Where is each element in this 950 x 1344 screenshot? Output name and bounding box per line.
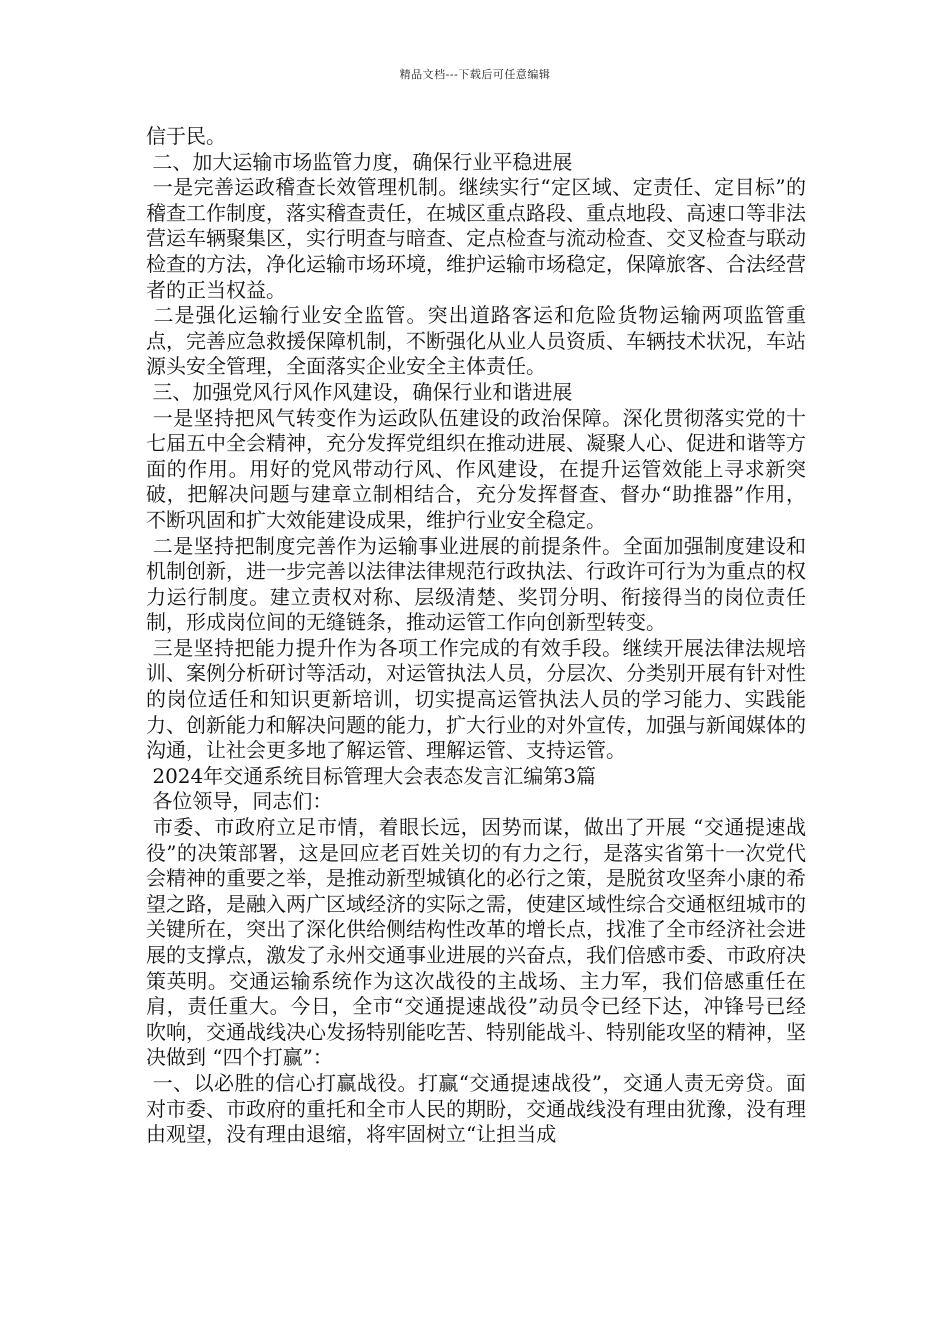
article-title: 2024年交通系统目标管理大会表态发言汇编第3篇 <box>146 763 596 788</box>
page-header: 精品文档---下载后可任意编辑 <box>399 68 551 81</box>
section-heading-3: 三、加强党风行风作风建设，确保行业和谐进展 <box>146 379 573 404</box>
salutation: 各位领导，同志们： <box>146 789 333 814</box>
paragraph-closing-line: 信于民。 <box>146 124 226 148</box>
section-heading-2: 二、加大运输市场监管力度，确保行业平稳进展 <box>146 149 573 174</box>
paragraph-inspection: 一是完善运政稽查长效管理机制。继续实行“定区域、定责任、定目标”的稽查工作制度，落实稽查责任，在城区重点路段、重点地段、高速口等非法营运车辆聚集区，实行明查与暗查、定点检查与流动检查、交叉检查与联动检查的方法，净化运输市场环境，维护运输市场稳定，保障旅客、合法经营者的正当权益。 <box>146 175 807 302</box>
paragraph-decision: 市委、市政府立足市情，着眼长远，因势而谋，做出了开展 “交通提速战役”的决策部署，这是回应老百姓关切的有力之行，是落实省第十一次党代会精神的重要之举，是推动新型城镇化的必行之策，是脱贫攻坚奔小康的希望之路，是融入两广区域经济的实际之需，使建区域性综合交通枢纽城市的关键所在，突出了深化供给侧结构性改革的增长点，找准了全市经济社会进展的支撑点，激发了永州交通事业进展的兴奋点，我们倍感市委、市政府决策英明。交通运输系统作为这次战役的主战场、主力军，我们倍感重任在肩，责任重大。今日，全市“交通提速战役”动员令已经下达，冲锋号已经吹响，交通战线决心发扬特别能吃苦、特别能战斗、特别能攻坚的精神，坚决做到 “四个打赢”： <box>146 815 806 1070</box>
document-body <box>146 124 806 1148</box>
paragraph-safety: 二是强化运输行业安全监管。突出道路客运和危险货物运输两项监管重点，完善应急救援保障机制，不断强化从业人员资质、车辆技术状况，车站源头安全管理，全面落实企业安全主体责任。 <box>146 303 807 379</box>
paragraph-win-battle: 一、以必胜的信心打赢战役。打赢“交通提速战役”，交通人责无旁贷。面对市委、市政府的重托和全市人民的期盼，交通战线没有理由犹豫，没有理由观望，没有理由退缩，将牢固树立“让担当成 <box>146 1070 807 1147</box>
paragraph-political-guarantee: 一是坚持把风气转变作为运政队伍建设的政治保障。深化贯彻落实党的十七届五中全会精神，充分发挥党组织在推动进展、凝聚人心、促进和谐等方面的作用。用好的党风带动行风、作风建设，在提升运管效能上寻求新突破，把解决问题与建章立制相结合，充分发挥督查、督办“助推器”作用，不断巩固和扩大效能建设成果，维护行业安全稳定。 <box>146 405 807 532</box>
paragraph-institution: 二是坚持把制度完善作为运输事业进展的前提条件。全面加强制度建设和机制创新，进一步完善以法律法律规范行政执法、行政许可行为为重点的权力运行制度。建立责权对称、层级清楚、奖罚分明、衔接得当的岗位责任制，形成岗位间的无缝链条，推动运管工作向创新型转变。 <box>146 533 807 635</box>
paragraph-capability: 三是坚持把能力提升作为各项工作完成的有效手段。继续开展法律法规培训、案例分析研讨等活动，对运管执法人员，分层次、分类别开展有针对性的岗位适任和知识更新培训，切实提高运管执法人员的学习能力、实践能力、创新能力和解决问题的能力，扩大行业的对外宣传，加强与新闻媒体的沟通，让社会更多地了解运管、理解运管、支持运管。 <box>146 635 807 763</box>
